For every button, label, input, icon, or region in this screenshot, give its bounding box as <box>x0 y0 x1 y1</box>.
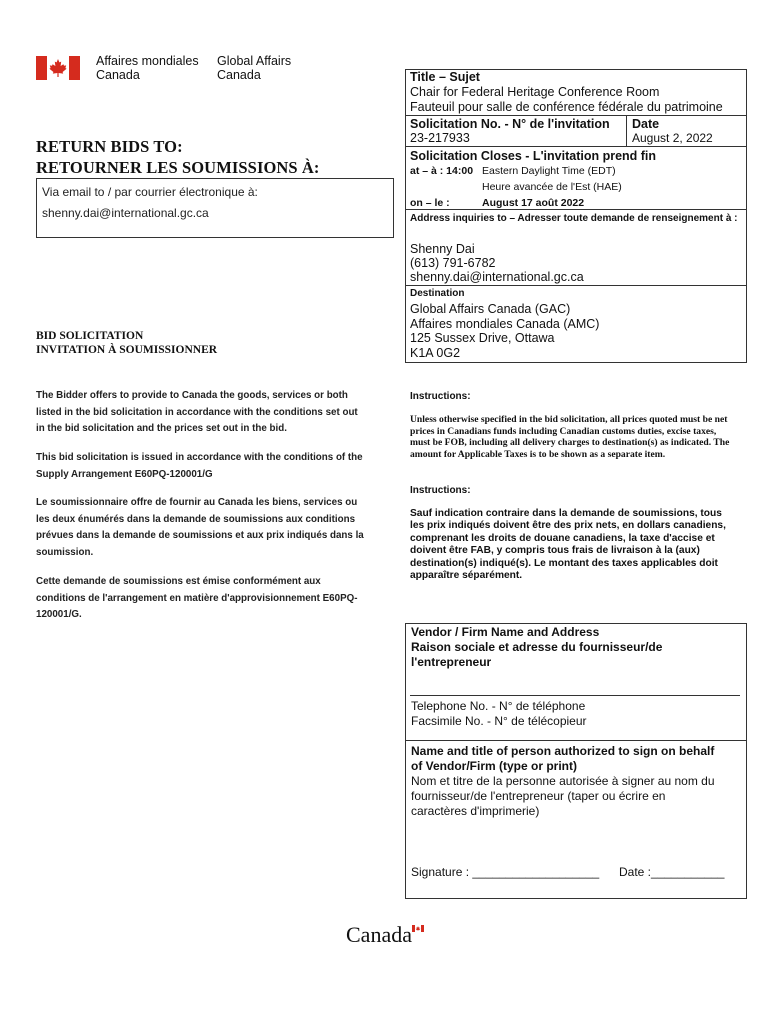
facsimile-label: Facsimile No. - N° de télécopieur <box>411 714 587 728</box>
instructions-text-en: Unless otherwise specified in the bid solicitation, all prices quoted must be net prices in Canadians funds including Canadian customs duties, excise taxes, must be FOB, including all delivery charges to destination(s) as indicated. The amount for Applicable Taxes is to be shown as a separate item. <box>410 414 730 461</box>
destination-line4: K1A 0G2 <box>410 346 461 360</box>
return-email[interactable]: shenny.dai@international.gc.ca <box>42 206 209 220</box>
timezone-fr: Heure avancée de l'Est (HAE) <box>482 181 622 193</box>
divider-inquiries <box>405 209 747 210</box>
divider-authorized <box>405 740 747 741</box>
authorized-fr-line3: caractères d'imprimerie) <box>411 804 540 818</box>
destination-line3: 125 Sussex Drive, Ottawa <box>410 331 555 345</box>
contact-name: Shenny Dai <box>410 242 475 256</box>
closing-date-value: August 17 août 2022 <box>482 197 585 209</box>
closing-time: at – à : 14:00 <box>410 165 474 177</box>
divider-solicitation <box>405 115 747 116</box>
authorized-heading-line1: Name and title of person authorized to sign on behalf <box>411 744 715 758</box>
canada-flag-icon <box>36 56 80 80</box>
timezone-en: Eastern Daylight Time (EDT) <box>482 165 616 177</box>
divider-date-vertical <box>626 115 627 146</box>
vendor-name-blank-line[interactable] <box>410 695 740 696</box>
return-bids-title-fr: RETOURNER LES SOUMISSIONS À: <box>36 158 320 177</box>
authorized-heading-line2: of Vendor/Firm (type or print) <box>411 759 578 773</box>
vendor-heading-line1: Vendor / Firm Name and Address <box>411 625 600 639</box>
bid-solicitation-fr: INVITATION À SOUMISSIONNER <box>36 344 218 356</box>
contact-email[interactable]: shenny.dai@international.gc.ca <box>410 270 584 284</box>
dept-en-line1: Global Affairs <box>217 54 292 68</box>
destination-line2: Affaires mondiales Canada (AMC) <box>410 317 600 331</box>
dept-fr-line2: Canada <box>96 68 140 82</box>
gac-signature <box>36 54 306 84</box>
instructions-label-en: Instructions: <box>410 391 471 402</box>
vendor-heading-line3: l'entrepreneur <box>411 655 492 669</box>
canada-wordmark-text: Canada <box>346 922 412 947</box>
dept-en-line2: Canada <box>217 68 261 82</box>
contact-phone: (613) 791-6782 <box>410 256 496 270</box>
title-fr: Fauteuil pour salle de conférence fédérale du patrimoine <box>410 100 723 114</box>
dept-name-fr <box>96 54 199 82</box>
canada-wordmark <box>346 922 436 952</box>
closes-label: Solicitation Closes - L'invitation prend fin <box>410 149 657 163</box>
title-en: Chair for Federal Heritage Conference Room <box>410 85 660 99</box>
solicitation-label: Solicitation No. - N° de l'invitation <box>410 117 610 131</box>
authorized-fr-line1: Nom et titre de la personne autorisée à signer au nom du <box>411 774 715 788</box>
destination-line1: Global Affairs Canada (GAC) <box>410 302 571 316</box>
date-value: August 2, 2022 <box>632 131 713 145</box>
date-label: Date <box>632 117 660 131</box>
wordmark-flag-icon <box>412 925 424 932</box>
bidder-offer-paragraph-fr: Le soumissionnaire offre de fournir au Canada les biens, services ou les deux énumérés dans la demande de soumissions aux conditions prévues dans la demande de soumissions et aux prix indiqués dans la soumission. <box>36 497 364 558</box>
via-email-label: Via email to / par courrier électronique à: <box>42 185 258 199</box>
signature-date-field[interactable]: Date :___________ <box>619 865 725 879</box>
title-label: Title – Sujet <box>410 70 480 84</box>
supply-arrangement-paragraph-en: This bid solicitation is issued in accordance with the conditions of the Supply Arrangement E60PQ-120001/G <box>36 452 363 480</box>
solicitation-number: 23-217933 <box>410 131 470 145</box>
dept-name-en <box>217 54 291 82</box>
closing-date-label: on – le : <box>410 197 450 209</box>
divider-destination <box>405 285 747 286</box>
instructions-text-fr: Sauf indication contraire dans la demande de soumissions, tous les prix indiqués doivent être des prix nets, en dollars canadiens, comprenant les droits de douane canadiens, la taxe d'accise et doivent être FAB, y compris tous frais de livraison à la (aux) destination(s) indiqué(s). Le montant des taxes applicables doit apparaître séparément. <box>410 508 726 582</box>
return-bids-title-en: RETURN BIDS TO: <box>36 137 183 156</box>
vendor-heading-line2: Raison sociale et adresse du fournisseur/de <box>411 640 663 654</box>
destination-label: Destination <box>410 288 465 299</box>
signature-field[interactable]: Signature : ___________________ <box>411 865 600 879</box>
bidder-offer-paragraph-en: The Bidder offers to provide to Canada the goods, services or both listed in the bid solicitation in accordance with the conditions set out in the bid solicitation and the prices set out in the bid. <box>36 390 358 434</box>
instructions-label-fr: Instructions: <box>410 485 471 496</box>
supply-arrangement-paragraph-fr: Cette demande de soumissions est émise conformément aux conditions de l'arrangement en matière d'approvisionnement E60PQ-120001/G. <box>36 576 358 620</box>
return-bids-box <box>36 178 394 238</box>
divider-closes <box>405 146 747 147</box>
inquiries-label: Address inquiries to – Adresser toute demande de renseignement à : <box>410 213 738 224</box>
authorized-fr-line2: fournisseur/de l'entrepreneur (taper ou écrire en <box>411 789 666 803</box>
bid-solicitation-en: BID SOLICITATION <box>36 330 144 342</box>
dept-fr-line1: Affaires mondiales <box>96 54 199 68</box>
telephone-label: Telephone No. - N° de téléphone <box>411 699 586 713</box>
